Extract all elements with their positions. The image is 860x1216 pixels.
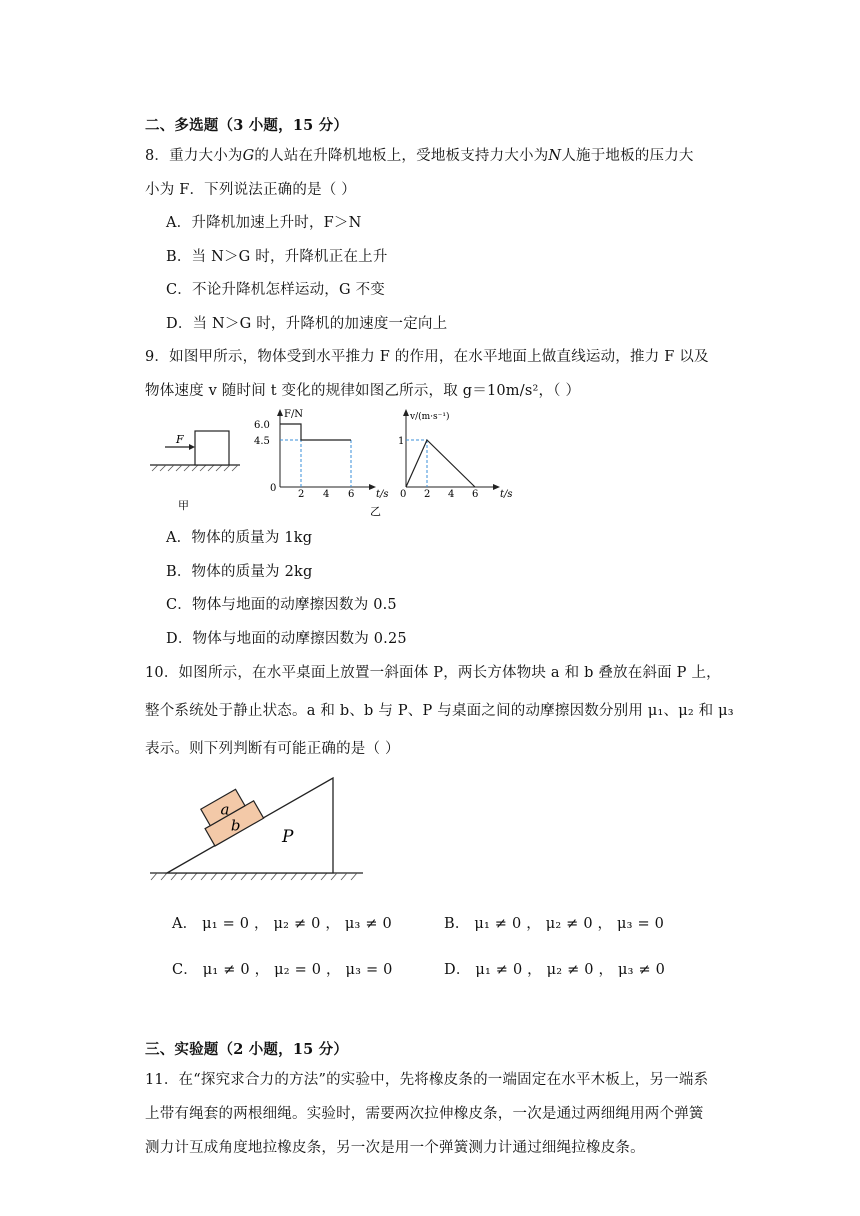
- q8-option-c[interactable]: C．不论升降机怎样运动，G 不变: [166, 282, 385, 298]
- q9-g1-ylabel: F/N: [284, 409, 304, 420]
- q9-g2-ytick-1: 1: [398, 436, 405, 447]
- q10-option-a[interactable]: A． μ₁ = 0 ， μ₂ ≠ 0 ， μ₃ ≠ 0: [172, 916, 392, 932]
- q10-table-hatch: [151, 873, 357, 880]
- q11-stem-line2: 上带有绳套的两根细绳。实验时，需要两次拉伸橡皮条，一次是通过两细绳用两个弹簧: [145, 1106, 704, 1122]
- q8-var-g: G: [242, 148, 255, 164]
- q9-option-a[interactable]: A．物体的质量为 1kg: [166, 530, 313, 546]
- q9-g2-x-arrowhead: [493, 484, 500, 490]
- q10-stem-line2: 整个系统处于静止状态。a 和 b、b 与 P、P 与桌面之间的动摩擦因数分别用 μ₁、μ₂ 和 μ₃: [145, 703, 734, 719]
- q9-option-b[interactable]: B．物体的质量为 2kg: [166, 564, 313, 580]
- q8-stem-part2: 的人站在升降机地板上，受地板支持力大小为: [254, 148, 549, 164]
- q8-stem-line2: 小为 F．下列说法正确的是（ ）: [145, 182, 356, 198]
- q9-g1-origin: 0: [270, 483, 277, 494]
- q9-figure: [140, 405, 520, 520]
- q10-label-b: b: [230, 816, 241, 835]
- q9-force-label: F: [176, 433, 184, 446]
- q9-ground-hatch: [152, 465, 238, 471]
- q10-stem-line3: 表示。则下列判断有可能正确的是（ ）: [145, 741, 400, 757]
- q10-stem-line1: 10．如图所示，在水平桌面上放置一斜面体 P，两长方体物块 a 和 b 叠放在斜面 P 上，: [145, 665, 721, 681]
- q8-stem-part1: 8．重力大小为: [145, 148, 243, 164]
- q9-label-jia: 甲: [178, 499, 189, 512]
- q9-g1-xlabel: t/s: [376, 489, 389, 500]
- q10-figure: [145, 770, 370, 890]
- q9-g2-xtick-2: 2: [424, 489, 431, 500]
- q8-var-n: N: [548, 148, 562, 164]
- q10-option-c[interactable]: C． μ₁ ≠ 0 ， μ₂ = 0 ， μ₃ = 0: [172, 962, 393, 978]
- q9-g2-y-arrowhead: [403, 409, 409, 416]
- q9-g2-origin: 0: [400, 489, 407, 500]
- q9-g1-force-curve: [280, 424, 351, 440]
- section-heading-multiple-choice: 二、多选题（3 小题，15 分）: [145, 117, 349, 134]
- q9-g2-xtick-4: 4: [448, 489, 455, 500]
- q9-force-arrowhead: [189, 444, 195, 450]
- q9-g1-xtick-6: 6: [348, 489, 355, 500]
- q8-option-d[interactable]: D．当 N＞G 时，升降机的加速度一定向上: [166, 316, 448, 332]
- q9-option-c[interactable]: C．物体与地面的动摩擦因数为 0.5: [166, 597, 397, 613]
- q9-block: [195, 431, 229, 465]
- q10-option-d[interactable]: D． μ₁ ≠ 0 ， μ₂ ≠ 0 ， μ₃ ≠ 0: [444, 962, 666, 978]
- q9-label-yi: 乙: [370, 505, 381, 518]
- q10-option-b[interactable]: B． μ₁ ≠ 0 ， μ₂ ≠ 0 ， μ₃ = 0: [444, 916, 665, 932]
- q9-g2-xlabel: t/s: [500, 489, 513, 500]
- q9-option-d[interactable]: D．物体与地面的动摩擦因数为 0.25: [166, 631, 407, 647]
- q8-stem-line1: [145, 144, 694, 165]
- q9-g1-ytick-4.5: 4.5: [254, 436, 270, 447]
- q10-label-p: P: [282, 827, 294, 847]
- q9-g1-ytick-6: 6.0: [254, 420, 270, 431]
- q8-stem-part3: 人施于地板的压力大: [561, 148, 694, 164]
- q9-g1-xtick-4: 4: [323, 489, 330, 500]
- q11-stem-line1: 11．在“探究求合力的方法”的实验中，先将橡皮条的一端固定在水平木板上，另一端系: [145, 1072, 709, 1088]
- q9-g2-velocity-curve: [406, 440, 475, 487]
- q8-option-a[interactable]: A．升降机加速上升时，F＞N: [166, 215, 362, 231]
- q9-g1-y-arrowhead: [277, 409, 283, 416]
- q9-g2-ylabel: v/(m·s⁻¹): [410, 412, 450, 422]
- q9-g1-x-arrowhead: [369, 484, 376, 490]
- q9-g2-xtick-6: 6: [472, 489, 479, 500]
- q9-stem-line1: 9．如图甲所示，物体受到水平推力 F 的作用，在水平地面上做直线运动，推力 F 以及: [145, 349, 709, 365]
- q8-option-b[interactable]: B．当 N＞G 时，升降机正在上升: [166, 249, 388, 265]
- section-heading-experiment: 三、实验题（2 小题，15 分）: [145, 1041, 349, 1058]
- q9-g1-xtick-2: 2: [298, 489, 305, 500]
- q9-stem-line2: 物体速度 v 随时间 t 变化的规律如图乙所示，取 g＝10m/s²，（ ）: [145, 383, 581, 399]
- q11-stem-line3: 测力计互成角度地拉橡皮条，另一次是用一个弹簧测力计通过细绳拉橡皮条。: [145, 1140, 645, 1156]
- q10-label-a: a: [220, 800, 230, 819]
